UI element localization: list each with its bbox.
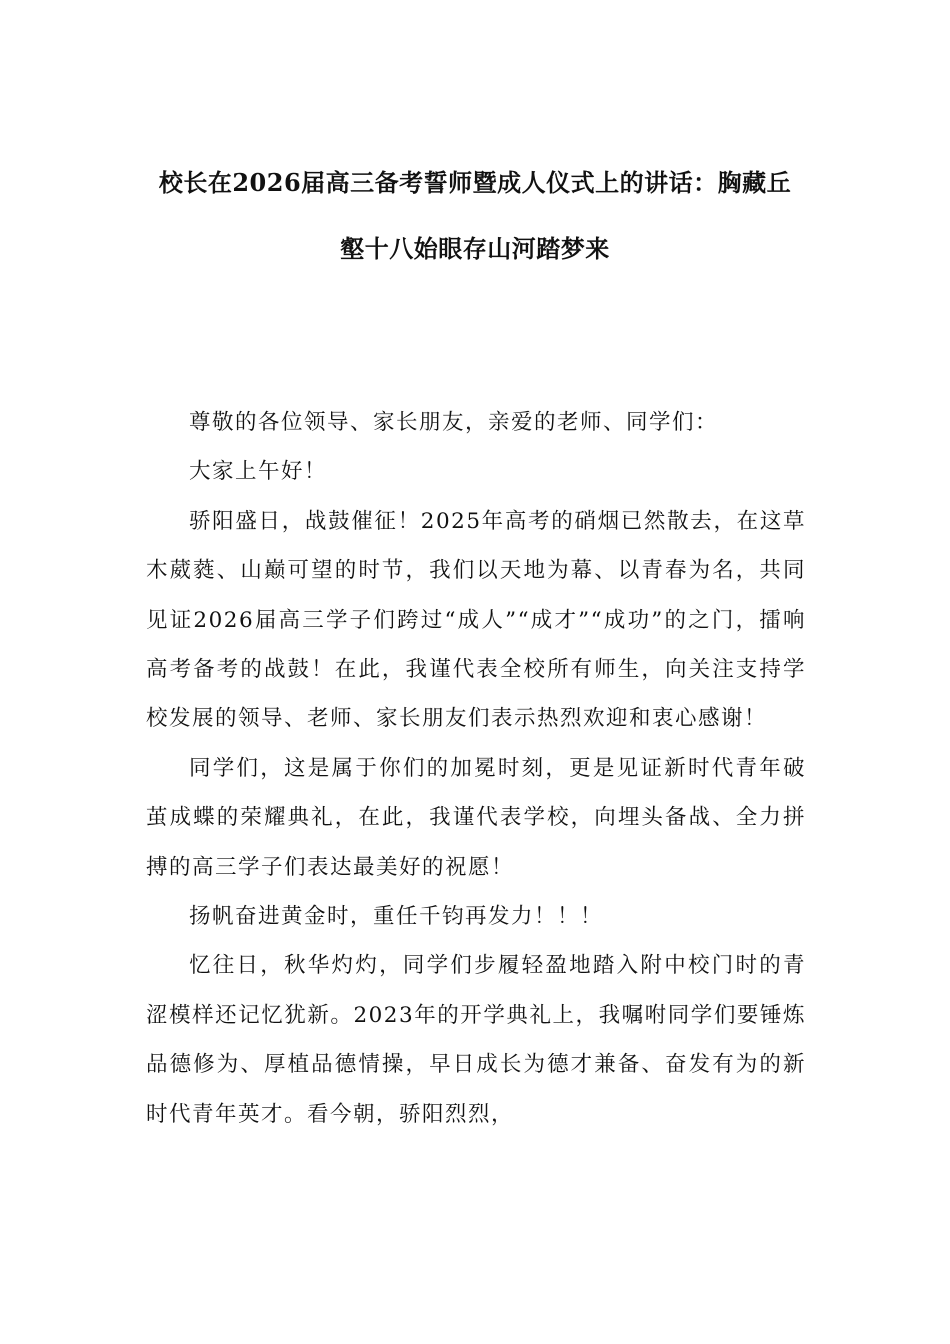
- document-body: [146, 398, 806, 1139]
- document-title-line-1: 校长在2026届高三备考誓师暨成人仪式上的讲话：胸藏丘: [158, 168, 792, 197]
- paragraph: 扬帆奋进黄金时，重任千钧再发力！！！: [189, 904, 604, 930]
- paragraph: 忆往日，秋华灼灼，同学们步履轻盈地踏入附中校门时的青涩模样还记忆犹新。2023年的开学典礼上，我嘱咐同学们要锤炼品德修为、厚植品德情操，早日成长为德才兼备、奋发有为的新时代青年英才。看今朝，骄阳烈烈，: [146, 953, 806, 1127]
- paragraph-salutation: 尊敬的各位领导、家长朋友，亲爱的老师、同学们：: [189, 410, 719, 435]
- document-title-line-2: 壑十八始眼存山河踏梦来: [340, 234, 610, 263]
- paragraph-greeting: 大家上午好！: [189, 459, 328, 485]
- paragraph: 同学们，这是属于你们的加冕时刻，更是见证新时代青年破茧成蝶的荣耀典礼，在此，我谨代表学校，向埋头备战、全力拼搏的高三学子们表达最美好的祝愿！: [146, 755, 806, 880]
- paragraph: 骄阳盛日，战鼓催征！2025年高考的硝烟已然散去，在这草木葳蕤、山巅可望的时节，我们以天地为幕、以青春为名，共同见证2026届高三学子们跨过“成人”“成才”“成功”的之门，擂响高考备考的战鼓！在此，我谨代表全校所有师生，向关注支持学校发展的领导、老师、家长朋友们表示热烈欢迎和衷心感谢！: [146, 508, 806, 732]
